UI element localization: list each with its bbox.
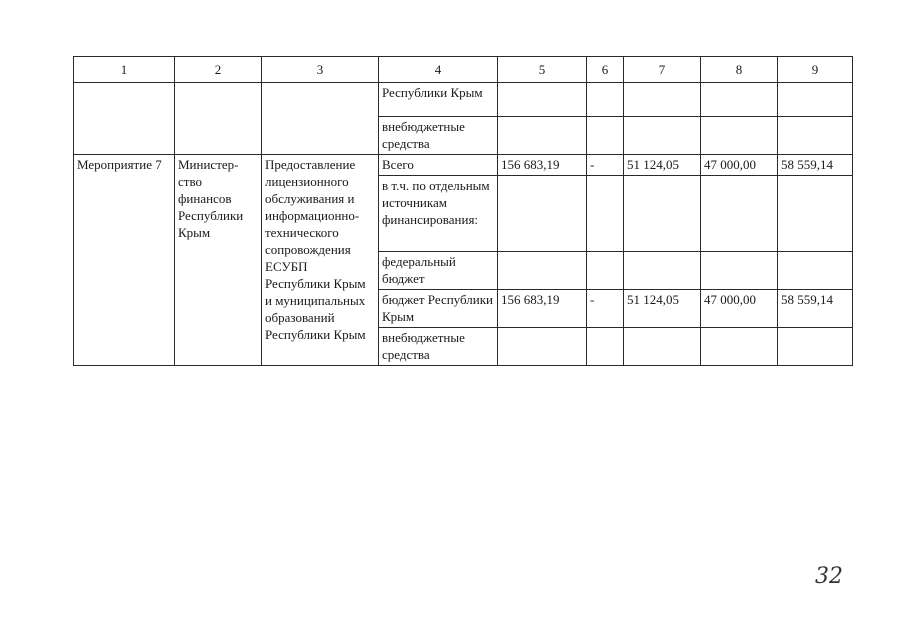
budget-table [73, 56, 853, 366]
value-cell [778, 252, 853, 290]
value-cell [587, 328, 624, 366]
value-cell [624, 176, 701, 252]
value-cell [701, 328, 778, 366]
value-cell [778, 328, 853, 366]
empty-cell [175, 83, 262, 155]
value-cell: 156 683,19 [498, 155, 587, 176]
value-cell: 47 000,00 [701, 155, 778, 176]
value-cell [587, 176, 624, 252]
source-cell: федеральный бюджет [379, 252, 498, 290]
header-cell: 6 [587, 57, 624, 83]
value-cell: 58 559,14 [778, 155, 853, 176]
header-cell: 3 [262, 57, 379, 83]
value-cell: 47 000,00 [701, 290, 778, 328]
header-cell: 8 [701, 57, 778, 83]
value-cell: - [587, 290, 624, 328]
empty-cell [262, 83, 379, 155]
source-cell: Республики Крым [379, 83, 498, 117]
value-cell [498, 252, 587, 290]
value-cell: 156 683,19 [498, 290, 587, 328]
value-cell [498, 176, 587, 252]
value-cell: 58 559,14 [778, 290, 853, 328]
header-cell: 5 [498, 57, 587, 83]
value-cell [624, 328, 701, 366]
value-cell: 51 124,05 [624, 290, 701, 328]
value-cell [701, 176, 778, 252]
value-cell [778, 176, 853, 252]
measure-name: Мероприятие 7 [74, 155, 175, 366]
header-cell: 1 [74, 57, 175, 83]
page-number: 32 [815, 564, 843, 589]
value-cell: - [587, 155, 624, 176]
header-cell: 7 [624, 57, 701, 83]
source-cell: внебюджетные средства [379, 328, 498, 366]
value-cell [498, 328, 587, 366]
source-cell: Всего [379, 155, 498, 176]
value-cell [624, 252, 701, 290]
value-cell [587, 252, 624, 290]
table-row [74, 83, 853, 117]
source-cell: внебюджетные средства [379, 117, 498, 155]
executor-cell: Министер-ство финансов Республики Крым [175, 155, 262, 366]
header-cell: 4 [379, 57, 498, 83]
description-cell: Предоставление лицензионного обслуживания и информационно-технического сопровождения ЕСУБП Республики Крым и муниципальных образований Республики Крым [262, 155, 379, 366]
header-cell: 9 [778, 57, 853, 83]
empty-cell [74, 83, 175, 155]
header-row [74, 57, 853, 83]
value-cell: 51 124,05 [624, 155, 701, 176]
header-cell: 2 [175, 57, 262, 83]
source-cell: бюджет Республики Крым [379, 290, 498, 328]
table-row [74, 155, 853, 176]
source-cell: в т.ч. по отдельным источникам финансирования: [379, 176, 498, 252]
value-cell [701, 252, 778, 290]
